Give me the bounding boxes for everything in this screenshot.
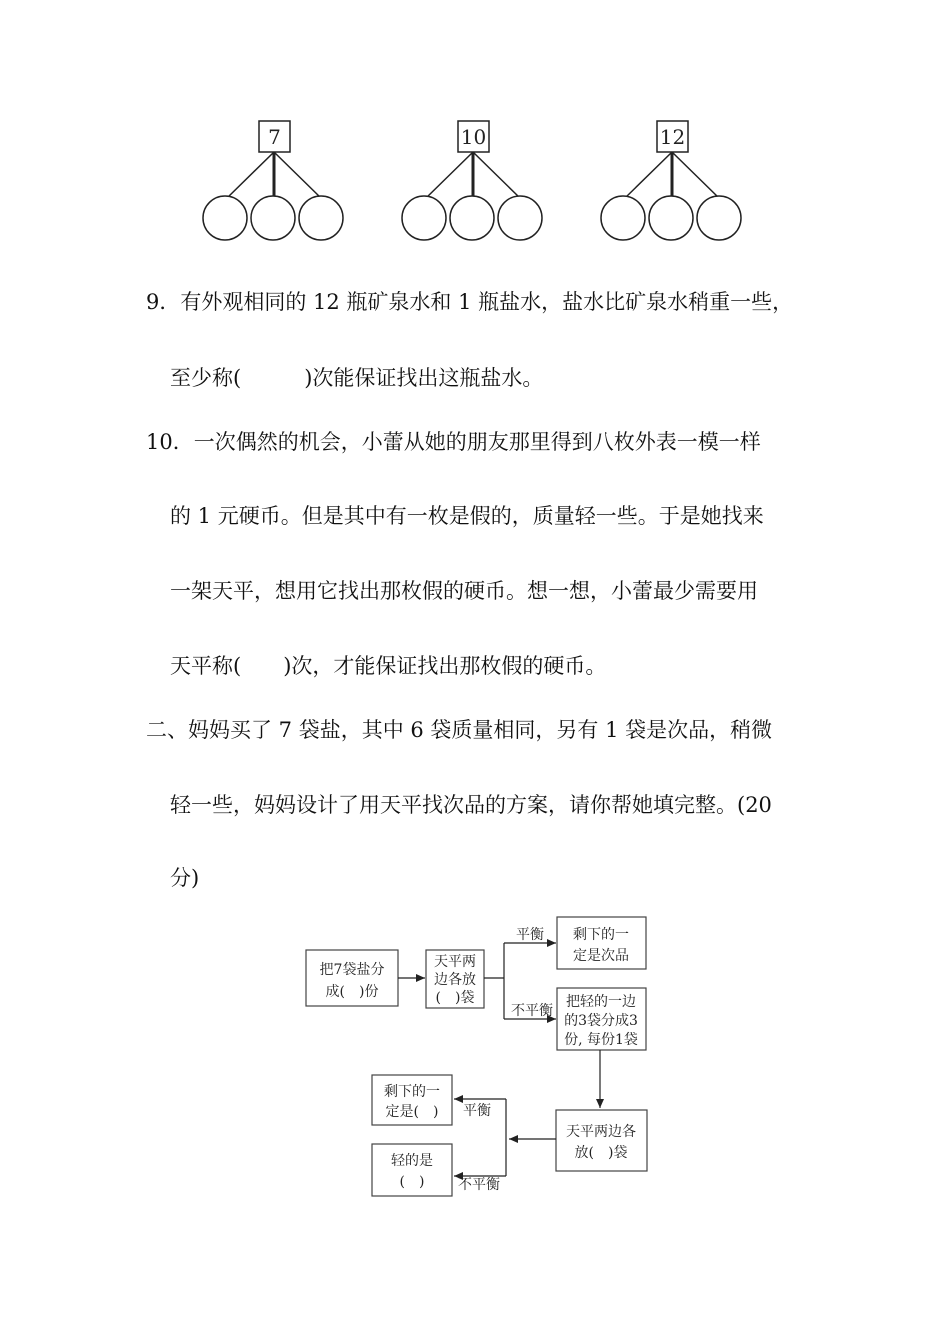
label-unbalanced-2: 不平衡 xyxy=(458,1177,500,1193)
flow-box-weigh1-line2: 边各放 xyxy=(434,972,476,988)
q10-line2: 的 1 元硬币。但是其中有一枚是假的，质量轻一些。于是她找来 xyxy=(170,504,764,528)
tree-top-number: 7 xyxy=(268,125,281,149)
flow-box-weigh1-line3: ( )袋 xyxy=(435,990,475,1006)
flow-box-remaining-line2: 定是次品 xyxy=(573,948,629,964)
tree-circle[interactable] xyxy=(498,196,542,240)
flow-box-light-answer xyxy=(372,1144,452,1196)
flow-box-divide-line1: 把7袋盐分 xyxy=(319,962,385,978)
q10-line1: 10．一次偶然的机会，小蕾从她的朋友那里得到八枚外表一模一样 xyxy=(146,430,761,454)
tree-12 xyxy=(601,121,741,240)
flow-box-split-line3: 份, 每份1袋 xyxy=(564,1032,638,1048)
q9-line2: 至少称( )次能保证找出这瓶盐水。 xyxy=(170,366,544,390)
tree-circle[interactable] xyxy=(402,196,446,240)
flow-box-weigh2-line1: 天平两边各 xyxy=(566,1124,636,1140)
tree-circle[interactable] xyxy=(299,196,343,240)
tree-diagrams xyxy=(0,0,950,260)
flow-box-divide xyxy=(306,950,398,1006)
q10-line3: 一架天平，想用它找出那枚假的硬币。想一想，小蕾最少需要用 xyxy=(170,579,758,603)
flow-box-light-answer-line2: ( ) xyxy=(399,1174,425,1190)
flow-box-remaining-answer xyxy=(372,1075,452,1125)
flow-box-split-line2: 的3袋分成3 xyxy=(564,1013,638,1029)
tree-circle[interactable] xyxy=(450,196,494,240)
tree-top-number: 12 xyxy=(659,125,686,149)
tree-10 xyxy=(402,121,542,240)
tree-7 xyxy=(203,121,343,240)
tree-circle[interactable] xyxy=(649,196,693,240)
flow-box-remaining-answer-line2: 定是( ) xyxy=(385,1104,439,1120)
flowchart xyxy=(0,900,950,1220)
section2-line2: 轻一些，妈妈设计了用天平找次品的方案，请你帮她填完整。(20 xyxy=(170,793,772,817)
flow-box-split-line1: 把轻的一边 xyxy=(566,994,636,1010)
label-balanced-2: 平衡 xyxy=(463,1103,491,1119)
section2-line3: 分) xyxy=(170,866,200,890)
flow-box-light-answer-line1: 轻的是 xyxy=(391,1153,433,1169)
q10-line4: 天平称( )次，才能保证找出那枚假的硬币。 xyxy=(170,654,607,678)
tree-circle[interactable] xyxy=(697,196,741,240)
flow-box-weigh1 xyxy=(426,950,484,1008)
flow-box-remaining-line1: 剩下的一 xyxy=(573,927,629,943)
section2-line1: 二、妈妈买了 7 袋盐，其中 6 袋质量相同，另有 1 袋是次品，稍微 xyxy=(146,718,773,742)
flow-box-weigh2 xyxy=(556,1110,647,1171)
tree-circle[interactable] xyxy=(203,196,247,240)
flow-box-remaining-defective xyxy=(557,917,646,969)
tree-circle[interactable] xyxy=(251,196,295,240)
label-unbalanced-1: 不平衡 xyxy=(511,1003,553,1019)
tree-top-number: 10 xyxy=(460,125,487,149)
tree-circle[interactable] xyxy=(601,196,645,240)
flow-box-weigh1-line1: 天平两 xyxy=(434,954,476,970)
flow-box-remaining-answer-line1: 剩下的一 xyxy=(384,1084,440,1100)
label-balanced-1: 平衡 xyxy=(516,927,544,943)
flow-box-weigh2-line2: 放( )袋 xyxy=(574,1145,628,1161)
flow-box-split-light xyxy=(557,988,646,1050)
flow-box-divide-line2: 成( )份 xyxy=(325,984,379,1000)
q9-line1: 9．有外观相同的 12 瓶矿泉水和 1 瓶盐水，盐水比矿泉水稍重一些， xyxy=(146,290,794,314)
